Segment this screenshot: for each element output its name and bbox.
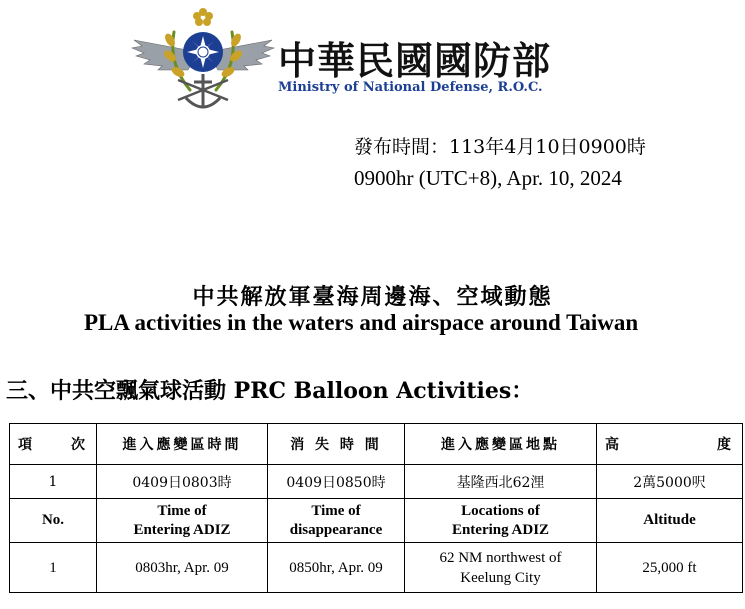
cell-location: 基隆西北62浬: [405, 465, 597, 499]
ministry-emblem-icon: [128, 4, 278, 119]
cell-altitude: 2萬5000呎: [597, 465, 743, 499]
header-disappear-en: Time of disappearance: [268, 499, 405, 543]
cell-entry-time: 0409日0803時: [97, 465, 268, 499]
cell-altitude-en: 25,000 ft: [597, 543, 743, 593]
header-location-en: Locations of Entering ADIZ: [405, 499, 597, 543]
section-title: 三、中共空飄氣球活動 PRC Balloon Activities：: [6, 378, 534, 404]
headline-zh: 中共解放軍臺海周邊海、空域動態: [192, 284, 553, 310]
table-header-zh: [10, 424, 743, 465]
header-no-zh: 項 次: [10, 424, 97, 465]
cell-no: 1: [10, 465, 97, 499]
header-altitude-en: Altitude: [597, 499, 743, 543]
table-row: [10, 465, 743, 499]
cell-entry-time-en: 0803hr, Apr. 09: [97, 543, 268, 593]
cell-location-en: 62 NM northwest of Keelung City: [405, 543, 597, 593]
cell-disappear-en: 0850hr, Apr. 09: [268, 543, 405, 593]
header-entry-time-zh: 進入應變區時間: [97, 424, 268, 465]
header-altitude-zh: 高 度: [597, 424, 743, 465]
table-header-en: [10, 499, 743, 543]
release-time: [354, 132, 646, 194]
header-no-en: No.: [10, 499, 97, 543]
ministry-name-en: Ministry of National Defense, R.O.C.: [278, 80, 543, 95]
header-entry-time-en: Time of Entering ADIZ: [97, 499, 268, 543]
release-time-en: 0900hr (UTC+8), Apr. 10, 2024: [354, 166, 622, 190]
release-time-zh: 發布時間：113年4月10日0900時: [354, 136, 646, 158]
ministry-logo: [128, 4, 578, 119]
ministry-name-zh: 中華民國國防部: [278, 39, 552, 83]
table-row: [10, 543, 743, 593]
balloon-activity-table: [9, 423, 743, 593]
header-disappear-zh: 消 失 時 間: [268, 424, 405, 465]
cell-disappear: 0409日0850時: [268, 465, 405, 499]
cell-no-en: 1: [10, 543, 97, 593]
headline-en: PLA activities in the waters and airspace around Taiwan: [84, 310, 639, 335]
header-location-zh: 進入應變區地點: [405, 424, 597, 465]
